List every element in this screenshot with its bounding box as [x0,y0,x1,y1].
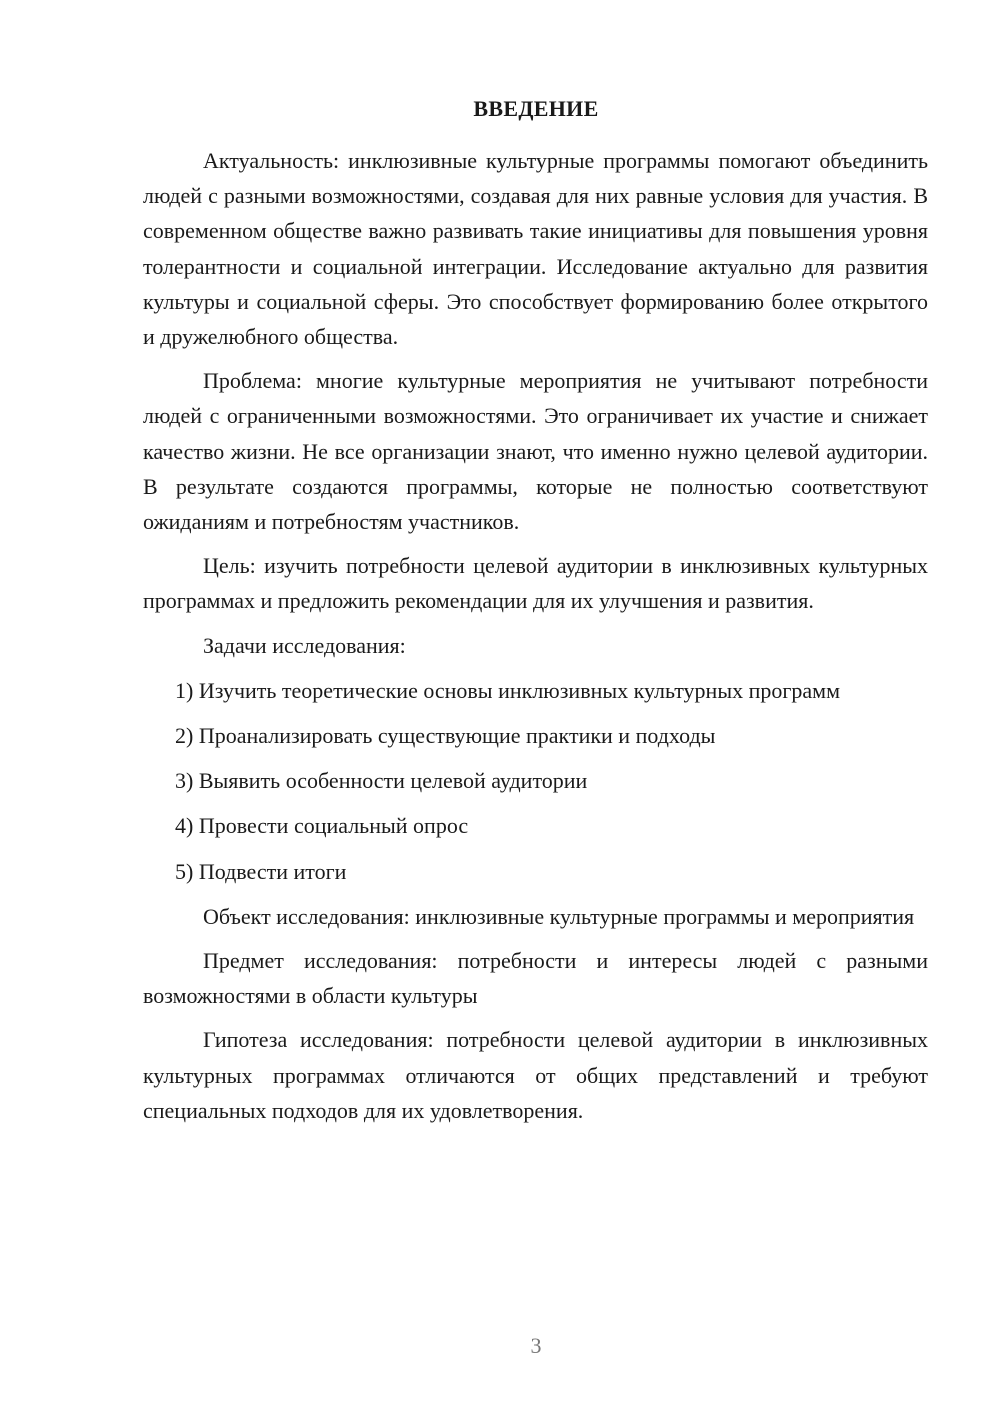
document-body [143,143,928,1137]
tasks-heading: Задачи исследования: [203,632,406,658]
subject-paragraph: Предмет исследования: потребности и интересы людей с разными возможностями в области культуры [143,948,928,1009]
relevance-paragraph: Актуальность: инклюзивные культурные программы помогают объединить людей с разными возможностями, создавая для них равные условия для участия. В современном обществе важно развивать такие инициативы для повышения уровня толерантности и социальной интеграции. Исследование актуально для развития культуры и социальной сферы. Это способствует формированию более открытого и дружелюбного общества. [143,148,928,350]
page-title: ВВЕДЕНИЕ [473,96,599,121]
goal-paragraph: Цель: изучить потребности целевой аудитории в инклюзивных культурных программах и предложить рекомендации для их улучшения и развития. [143,553,928,614]
task-item: 3) Выявить особенности целевой аудитории [175,768,588,794]
object-paragraph: Объект исследования: инклюзивные культурные программы и мероприятия [203,903,915,929]
problem-paragraph: Проблема: многие культурные мероприятия не учитывают потребности людей с ограниченными возможностями. Это ограничивает их участие и снижает качество жизни. Не все организации знают, что именно нужно целевой аудитории. В результате создаются программы, которые не полностью соответствуют ожиданиям и потребностям участников. [143,368,928,535]
page-number: 3 [530,1333,542,1358]
task-item: 2) Проанализировать существующие практики и подходы [175,723,716,749]
task-item: 1) Изучить теоретические основы инклюзивных культурных программ [175,677,841,703]
task-item: 5) Подвести итоги [175,858,347,884]
hypothesis-paragraph: Гипотеза исследования: потребности целевой аудитории в инклюзивных культурных программах отличаются от общих представлений и требуют специальных подходов для их удовлетворения. [143,1027,928,1123]
tasks-list [143,673,928,889]
task-item: 4) Провести социальный опрос [175,813,469,839]
